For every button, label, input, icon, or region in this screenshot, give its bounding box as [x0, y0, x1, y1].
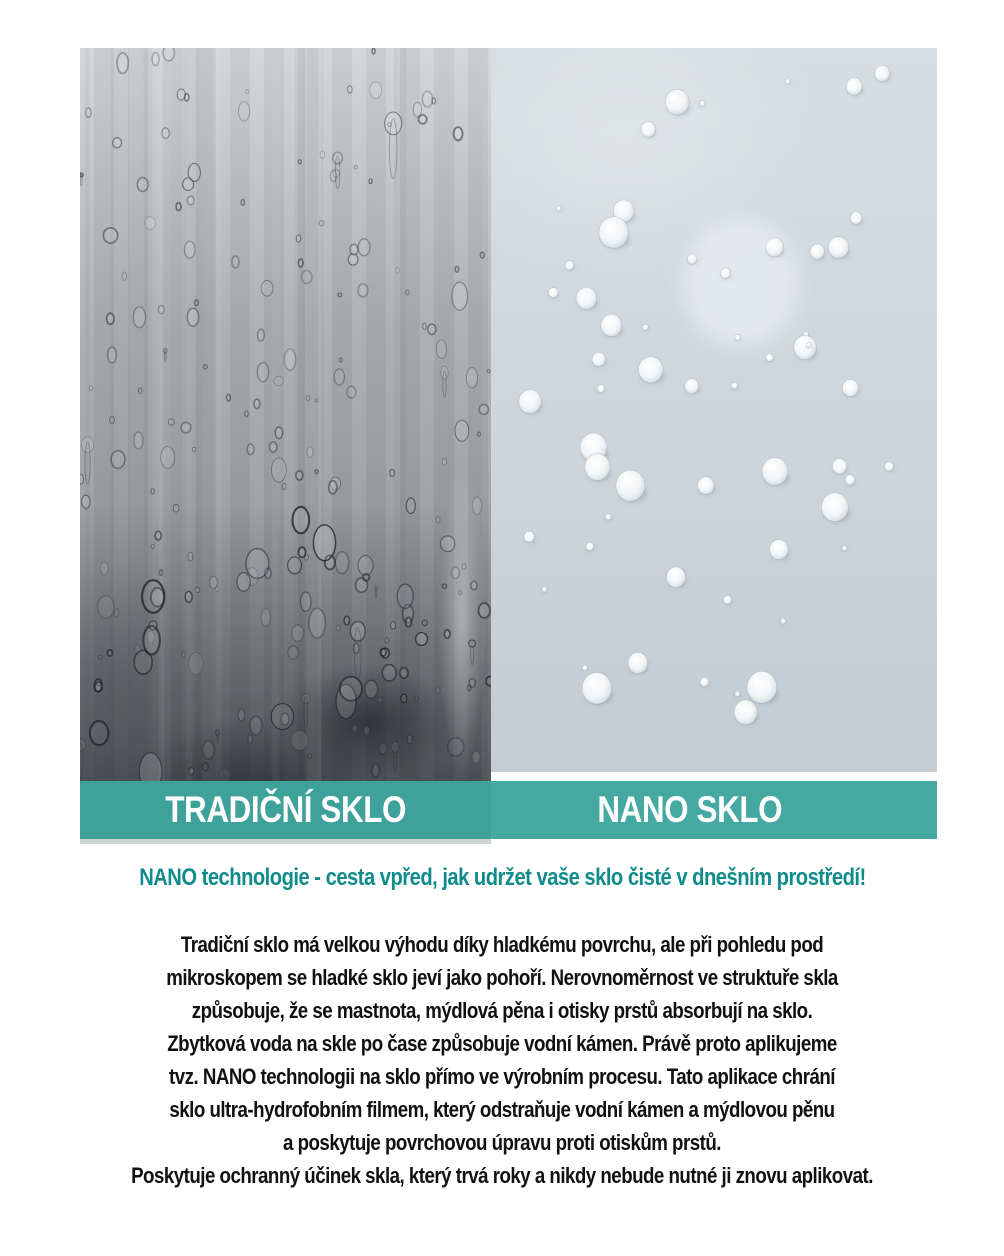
description-line: tvz. NANO technologii na sklo přímo ve výrobním procesu. Tato aplikace chrání [169, 1064, 835, 1089]
description-paragraph [0, 928, 1004, 1192]
description-line: způsobuje, že se mastnota, mýdlová pěna i otisky prstů absorbují na sklo. [191, 998, 813, 1023]
traditional-glass-label: TRADIČNÍ SKLO [165, 789, 406, 830]
nano-glass-label: NANO SKLO [597, 789, 783, 830]
nano-glass-droplets [491, 48, 937, 772]
description-line: mikroskopem se hladké sklo jeví jako pohoří. Nerovnoměrnost ve struktuře skla [166, 965, 838, 990]
traditional-glass-droplets [80, 48, 491, 781]
nano-technology-heading-text: NANO technologie - cesta vpřed, jak udržet vaše sklo čisté v dnešním prostředí! [138, 864, 866, 891]
traditional-glass-label-band [80, 781, 491, 839]
description-line: Tradiční sklo má velkou výhodu díky hladkému povrchu, ale při pohledu pod [180, 932, 824, 957]
comparison-photos [80, 48, 937, 781]
nano-glass-label-band [491, 781, 937, 839]
nano-glass-photo [491, 48, 937, 772]
comparison-label-banner [80, 781, 937, 839]
glass-comparison-image [80, 48, 937, 839]
description-line: Poskytuje ochranný účinek skla, který trvá roky a nikdy nebude nutné ji znovu aplikovat. [131, 1163, 873, 1188]
nano-technology-heading [0, 861, 1004, 895]
traditional-glass-photo [80, 48, 491, 781]
description-line: a poskytuje povrchovou úpravu proti otiskům prstů. [283, 1130, 721, 1155]
description-line: Zbytková voda na skle po čase způsobuje vodní kámen. Právě proto aplikujeme [167, 1031, 837, 1056]
description-line: sklo ultra-hydrofobním filmem, který odstraňuje vodní kámen a mýdlovou pěnu [169, 1097, 835, 1122]
